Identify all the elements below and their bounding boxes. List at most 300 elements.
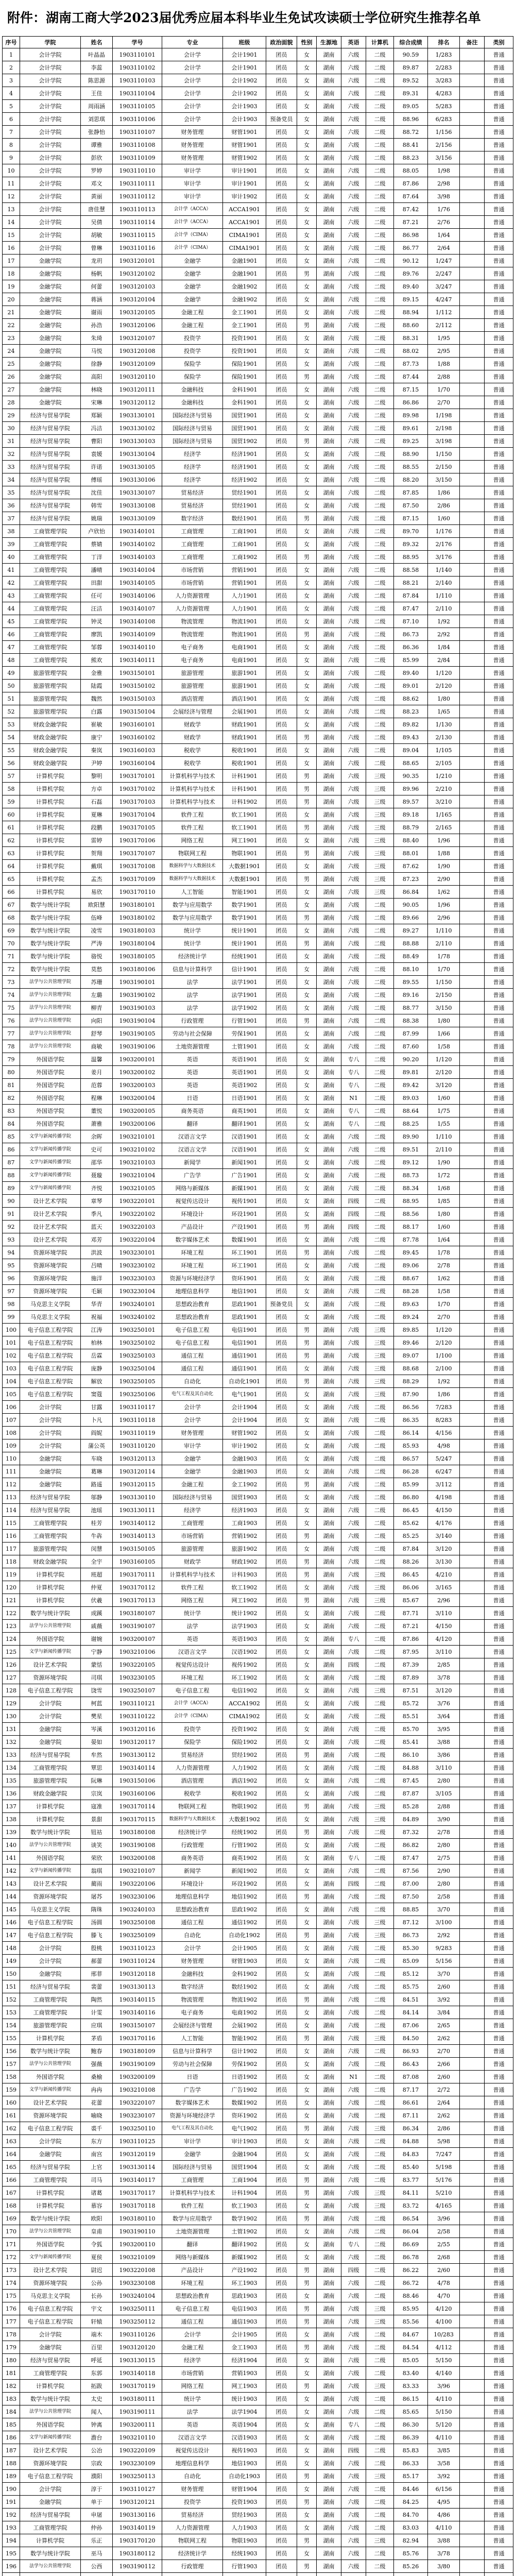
table-cell: 陶然 xyxy=(81,1993,113,2006)
table-cell: 88.85 xyxy=(394,1903,428,1916)
table-cell: 湖南 xyxy=(317,332,341,345)
table-cell: 1903130112 xyxy=(113,1749,162,1761)
table-header-row xyxy=(3,37,513,48)
table-cell: 115 xyxy=(3,1517,20,1530)
table-cell: 文学与新闻传播学院 xyxy=(20,1156,81,1169)
table-cell: 英语1902 xyxy=(223,1079,266,1092)
table-cell: 六级 xyxy=(341,100,366,113)
table-cell: 96 xyxy=(3,1272,20,1285)
table-cell: 白露 xyxy=(81,705,113,718)
table-cell xyxy=(460,1388,485,1401)
table-cell: 89.24 xyxy=(394,1311,428,1324)
table-cell: 郝蕾 xyxy=(81,1955,113,1968)
table-cell: 1/95 xyxy=(428,332,460,345)
table-cell: 袁媛 xyxy=(81,448,113,461)
table-cell: 环境设计 xyxy=(162,1208,223,1221)
table-cell: 会计1904 xyxy=(223,1414,266,1427)
table-cell: 普通 xyxy=(485,795,513,808)
table-cell: 东郭 xyxy=(81,2367,113,2380)
table-cell: 左璐 xyxy=(81,989,113,1002)
table-cell: 88.60 xyxy=(394,319,428,332)
table-cell: 计算机科学与技术 xyxy=(162,783,223,795)
table-cell: 六级 xyxy=(341,2483,366,2496)
table-cell: 湖南 xyxy=(317,1452,341,1465)
table-cell: N1 xyxy=(341,1092,366,1105)
table-cell: 84 xyxy=(3,1117,20,1130)
table-cell: 普通 xyxy=(485,242,513,255)
table-cell: 湖南 xyxy=(317,873,341,886)
table-cell: 人力资源管理 xyxy=(162,1761,223,1774)
table-cell: 六级 xyxy=(341,1813,366,1826)
table-cell: 151 xyxy=(3,1980,20,1993)
table-cell: 89.06 xyxy=(394,1259,428,1272)
table-row xyxy=(3,1401,513,1414)
table-cell: 六级 xyxy=(341,1298,366,1311)
table-cell: 贸经1903 xyxy=(223,2509,266,2521)
table-cell: 湖南 xyxy=(317,963,341,976)
table-row xyxy=(3,306,513,319)
table-cell: 宗岚 xyxy=(81,1787,113,1800)
table-cell: 六级 xyxy=(341,1890,366,1903)
table-cell: 普通 xyxy=(485,705,513,718)
table-cell: 齐悦 xyxy=(81,1182,113,1195)
table-cell: 投资1901 xyxy=(223,345,266,358)
table-cell xyxy=(223,2573,266,2576)
table-cell: 167 xyxy=(3,2187,20,2199)
table-cell: 法学与公共管理学院 xyxy=(20,2560,81,2573)
table-cell: 六级 xyxy=(341,615,366,628)
table-cell: 1903140113 xyxy=(113,1530,162,1543)
table-cell: 87.78 xyxy=(394,1233,428,1246)
table-row xyxy=(3,1414,513,1427)
table-cell: 普通 xyxy=(485,2187,513,2199)
table-cell: 1903220101 xyxy=(113,1195,162,1208)
table-cell: 1903230109 xyxy=(113,2457,162,2470)
table-cell: 计算机学院 xyxy=(20,873,81,886)
table-cell: 环境工程 xyxy=(162,1259,223,1272)
table-cell: 湖南 xyxy=(317,680,341,692)
table-cell: 湖南 xyxy=(317,2444,341,2457)
table-cell: 1903120113 xyxy=(113,1452,162,1465)
table-cell: 二级 xyxy=(366,551,394,564)
table-cell: 普通 xyxy=(485,1646,513,1658)
table-cell xyxy=(460,1568,485,1581)
table-cell: 普通 xyxy=(485,525,513,538)
table-cell: 男 xyxy=(297,873,317,886)
table-cell: 普通 xyxy=(485,2560,513,2573)
table-cell: 普通 xyxy=(485,1092,513,1105)
table-cell: 三级 xyxy=(366,1324,394,1336)
table-cell: 84.14 xyxy=(394,2006,428,2019)
table-cell: 5/210 xyxy=(428,2187,460,2199)
table-cell: 普通 xyxy=(485,2045,513,2058)
table-cell: 六级 xyxy=(341,2457,366,2470)
table-cell xyxy=(460,1349,485,1362)
table-cell: 乐正 xyxy=(81,2534,113,2547)
table-cell: 普通 xyxy=(485,1736,513,1749)
table-cell: 湖南 xyxy=(317,151,341,164)
table-cell: 工商管理学院 xyxy=(20,2174,81,2187)
table-cell: 湖南 xyxy=(317,1349,341,1362)
table-cell: 经济1903 xyxy=(223,1504,266,1517)
table-cell: 二级 xyxy=(366,2367,394,2380)
table-cell: 128 xyxy=(3,1684,20,1697)
table-cell: 三级 xyxy=(366,1581,394,1594)
table-cell: 二级 xyxy=(366,1633,394,1646)
table-cell: 通信工程 xyxy=(162,1916,223,1929)
table-cell: 二级 xyxy=(366,2058,394,2071)
table-cell: 营销1902 xyxy=(223,1530,266,1543)
table-cell: 团员 xyxy=(266,808,297,821)
table-cell: 经济学 xyxy=(162,2354,223,2367)
table-cell: 财政学 xyxy=(162,731,223,744)
table-cell: 1903230107 xyxy=(113,2109,162,2122)
table-cell: 金融学院 xyxy=(20,370,81,383)
table-cell: 六级 xyxy=(341,1414,366,1427)
table-cell xyxy=(460,2328,485,2341)
table-cell: 团员 xyxy=(266,358,297,370)
table-cell: 团员 xyxy=(266,1826,297,1839)
table-cell: 88.34 xyxy=(394,1182,428,1195)
table-cell: 1903110104 xyxy=(113,87,162,100)
table-cell: 二级 xyxy=(366,1130,394,1143)
table-cell: 58 xyxy=(3,783,20,795)
table-cell: 1903210105 xyxy=(113,1182,162,1195)
table-cell: 茅盾 xyxy=(81,2032,113,2045)
table-cell: 1903110115 xyxy=(113,229,162,242)
table-cell: 女 xyxy=(297,1117,317,1130)
table-cell: 电子信息工程学院 xyxy=(20,1349,81,1362)
table-cell: 二级 xyxy=(366,525,394,538)
table-row xyxy=(3,2496,513,2509)
table-row xyxy=(3,1723,513,1736)
table-cell: 英语1901 xyxy=(223,1066,266,1079)
table-cell: 1903170117 xyxy=(113,2187,162,2199)
table-cell: 团员 xyxy=(266,1929,297,1942)
table-cell: 2/90 xyxy=(428,1865,460,1877)
table-row xyxy=(3,1684,513,1697)
table-row xyxy=(3,1465,513,1478)
table-cell: 六级 xyxy=(341,1684,366,1697)
table-cell xyxy=(297,2573,317,2576)
table-cell: 15 xyxy=(3,229,20,242)
table-cell: 二级 xyxy=(366,1774,394,1787)
table-cell: 80 xyxy=(3,1066,20,1079)
table-cell: 旅游管理学院 xyxy=(20,667,81,680)
table-cell: 湖南 xyxy=(317,2225,341,2238)
table-cell: 湖南 xyxy=(317,860,341,873)
table-cell: 37 xyxy=(3,512,20,525)
table-cell: 84.51 xyxy=(394,1993,428,2006)
table-cell: 二级 xyxy=(366,976,394,989)
table-row xyxy=(3,641,513,654)
table-cell: 翻译1901 xyxy=(223,1117,266,1130)
table-cell: 桂芳 xyxy=(81,1517,113,1530)
table-cell: 环设1902 xyxy=(223,1877,266,1890)
table-cell: 男 xyxy=(297,1555,317,1568)
table-cell: 普通 xyxy=(485,1156,513,1169)
table-cell: 智能1901 xyxy=(223,886,266,899)
table-cell: 50 xyxy=(3,680,20,692)
table-cell: 10/283 xyxy=(428,2328,460,2341)
table-cell: 专八 xyxy=(341,2238,366,2251)
table-cell: 女 xyxy=(297,1916,317,1929)
table-cell: 女 xyxy=(297,2393,317,2405)
table-cell: 85.56 xyxy=(394,2315,428,2328)
table-cell: 团员 xyxy=(266,2174,297,2187)
table-cell: 湖南 xyxy=(317,190,341,203)
table-cell: 87.60 xyxy=(394,1040,428,1053)
table-cell: 62 xyxy=(3,834,20,847)
table-cell: 六级 xyxy=(341,512,366,525)
table-cell: 团员 xyxy=(266,293,297,306)
table-cell: 女 xyxy=(297,1942,317,1955)
table-cell: 普通 xyxy=(485,667,513,680)
table-cell: 法学 xyxy=(162,989,223,1002)
table-cell: 1/90 xyxy=(428,1156,460,1169)
table-cell: 普通 xyxy=(485,87,513,100)
table-cell xyxy=(460,718,485,731)
table-cell: 7 xyxy=(3,126,20,139)
table-cell: 113 xyxy=(3,1491,20,1504)
table-row xyxy=(3,126,513,139)
table-cell: 湖南 xyxy=(317,1581,341,1594)
table-cell: 经统1902 xyxy=(223,1826,266,1839)
table-cell: 普通 xyxy=(485,731,513,744)
table-cell: 二级 xyxy=(366,113,394,126)
table-cell: 普通 xyxy=(485,2161,513,2174)
table-cell xyxy=(460,2521,485,2534)
table-cell: 旅游1901 xyxy=(223,680,266,692)
table-cell: 89.70 xyxy=(394,525,428,538)
table-cell: 1903110108 xyxy=(113,139,162,151)
table-cell: 预备党员 xyxy=(266,1298,297,1311)
table-cell: 60 xyxy=(3,808,20,821)
table-row xyxy=(3,2187,513,2199)
table-cell: 湖南 xyxy=(317,370,341,383)
table-row xyxy=(3,1324,513,1336)
table-cell: 湖南 xyxy=(317,1130,341,1143)
table-cell: 湖南 xyxy=(317,1555,341,1568)
table-cell: 普通 xyxy=(485,1723,513,1736)
table-cell: 女 xyxy=(297,1787,317,1800)
table-cell: 行管1903 xyxy=(223,2560,266,2573)
table-cell: 144 xyxy=(3,1890,20,1903)
table-cell: ACCA1901 xyxy=(223,216,266,229)
table-cell: 湖南 xyxy=(317,2328,341,2341)
table-cell: 六级 xyxy=(341,1736,366,1749)
table-cell: 普通 xyxy=(485,1555,513,1568)
table-cell: 86.72 xyxy=(394,2277,428,2290)
table-cell: 湖南 xyxy=(317,1375,341,1388)
table-cell: 团员 xyxy=(266,1079,297,1092)
table-cell: 1903190112 xyxy=(113,2560,162,2573)
table-cell: 66 xyxy=(3,886,20,899)
table-cell: 普通 xyxy=(485,1079,513,1092)
table-cell: 计科1902 xyxy=(223,795,266,808)
table-cell: 男 xyxy=(297,783,317,795)
table-cell xyxy=(460,1182,485,1195)
table-cell: 金融1903 xyxy=(223,1465,266,1478)
table-cell: 普通 xyxy=(485,1993,513,2006)
table-row xyxy=(3,1813,513,1826)
table-cell: 85.93 xyxy=(394,1439,428,1452)
table-cell: 85.95 xyxy=(394,2302,428,2315)
table-cell: 工商管理学院 xyxy=(20,1517,81,1530)
table-cell: 89.76 xyxy=(394,267,428,280)
table-cell xyxy=(460,1787,485,1800)
table-cell: 湖南 xyxy=(317,1014,341,1027)
table-cell: 团员 xyxy=(266,1955,297,1968)
table-cell: 二级 xyxy=(366,1053,394,1066)
table-cell: 六级 xyxy=(341,1839,366,1852)
table-cell: 团员 xyxy=(266,1684,297,1697)
table-cell xyxy=(460,1658,485,1671)
table-cell: 物流管理 xyxy=(162,615,223,628)
table-cell: 二级 xyxy=(366,1272,394,1285)
table-cell: 女 xyxy=(297,1259,317,1272)
table-cell: 新媒1901 xyxy=(223,1182,266,1195)
table-cell: 六级 xyxy=(341,1865,366,1877)
table-cell: 87 xyxy=(3,1156,20,1169)
table-cell: 黎明 xyxy=(81,770,113,783)
table-cell: 团员 xyxy=(266,705,297,718)
table-cell: 凌雪 xyxy=(81,924,113,937)
table-cell: 二级 xyxy=(366,1620,394,1633)
table-cell: 87.86 xyxy=(394,177,428,190)
table-row xyxy=(3,886,513,899)
table-cell: 戚薇 xyxy=(81,1620,113,1633)
table-cell xyxy=(460,1710,485,1723)
table-cell: 1903250113 xyxy=(113,2470,162,2483)
table-cell: 男 xyxy=(297,2341,317,2354)
table-cell: 1/110 xyxy=(428,1130,460,1143)
table-cell: 团员 xyxy=(266,2328,297,2341)
table-cell: 女 xyxy=(297,1092,317,1105)
table-cell: 四级 xyxy=(341,1221,366,1233)
table-cell: 投资学 xyxy=(162,332,223,345)
table-cell: 普通 xyxy=(485,293,513,306)
table-cell: 团员 xyxy=(266,319,297,332)
table-cell: 59 xyxy=(3,795,20,808)
table-cell: 二级 xyxy=(366,2148,394,2161)
table-cell: 普通 xyxy=(485,2019,513,2032)
table-row xyxy=(3,1439,513,1452)
table-cell: 劳动与社会保障 xyxy=(162,1027,223,1040)
table-cell: 团员 xyxy=(266,422,297,435)
table-cell: 2/66 xyxy=(428,2058,460,2071)
table-cell xyxy=(460,1401,485,1414)
table-row xyxy=(3,1169,513,1182)
table-row xyxy=(3,538,513,551)
table-cell: 二级 xyxy=(366,177,394,190)
table-cell: 1903250104 xyxy=(113,1362,162,1375)
table-cell: 二级 xyxy=(366,2045,394,2058)
table-cell: 女 xyxy=(297,680,317,692)
table-cell: 普通 xyxy=(485,1414,513,1427)
table-cell: 168 xyxy=(3,2199,20,2212)
table-cell: 劳保1901 xyxy=(223,1027,266,1040)
table-cell: 普通 xyxy=(485,1491,513,1504)
table-cell: 团员 xyxy=(266,2148,297,2161)
table-cell: 普通 xyxy=(485,2083,513,2096)
table-cell: 信息与计算科学 xyxy=(162,2045,223,2058)
table-cell: 2/120 xyxy=(428,680,460,692)
table-cell: 89.40 xyxy=(394,667,428,680)
table-cell: 1903210103 xyxy=(113,1156,162,1169)
table-row xyxy=(3,1761,513,1774)
table-cell: 湖南 xyxy=(317,345,341,358)
table-cell: 196 xyxy=(3,2560,20,2573)
table-cell: 147 xyxy=(3,1929,20,1942)
table-cell: 六级 xyxy=(341,1130,366,1143)
table-cell: 团员 xyxy=(266,512,297,525)
table-cell: 二级 xyxy=(366,1259,394,1272)
table-cell: 1903170102 xyxy=(113,783,162,795)
table-cell: 女 xyxy=(297,1581,317,1594)
table-cell: 湖南 xyxy=(317,2032,341,2045)
table-cell: 三级 xyxy=(366,886,394,899)
table-cell: 95 xyxy=(3,1259,20,1272)
table-cell: 金融科技 xyxy=(162,383,223,396)
table-cell: 普通 xyxy=(485,1336,513,1349)
table-cell: 团员 xyxy=(266,1877,297,1890)
table-cell: 二级 xyxy=(366,358,394,370)
table-row xyxy=(3,139,513,151)
table-cell: 2/70 xyxy=(428,1311,460,1324)
table-cell: 英语 xyxy=(162,1053,223,1066)
table-cell: 普通 xyxy=(485,2302,513,2315)
table-cell: 网络工程 xyxy=(162,834,223,847)
table-cell: 会计学院 xyxy=(20,1439,81,1452)
table-cell: 男 xyxy=(297,937,317,950)
table-cell: 濮阳 xyxy=(81,2470,113,2483)
table-cell: 91 xyxy=(3,1208,20,1221)
table-cell: 四级 xyxy=(341,2444,366,2457)
table-cell: 3 xyxy=(3,74,20,87)
table-cell: 商英1902 xyxy=(223,1852,266,1865)
table-cell: 二级 xyxy=(366,1723,394,1736)
table-cell: 1903110106 xyxy=(113,113,162,126)
table-cell: 会计学 xyxy=(162,113,223,126)
table-cell: 湖南 xyxy=(317,1684,341,1697)
table-cell: 89.51 xyxy=(394,1143,428,1156)
table-cell: 二级 xyxy=(366,383,394,396)
table-cell: 工商管理学院 xyxy=(20,2521,81,2534)
table-cell: 男 xyxy=(297,821,317,834)
table-cell: 团员 xyxy=(266,615,297,628)
table-cell: 1903120107 xyxy=(113,332,162,345)
table-row xyxy=(3,1130,513,1143)
table-row xyxy=(3,358,513,370)
table-cell: 二级 xyxy=(366,731,394,744)
table-cell: 六级 xyxy=(341,1749,366,1761)
table-cell: 22 xyxy=(3,319,20,332)
table-cell: 团员 xyxy=(266,267,297,280)
table-cell xyxy=(460,886,485,899)
table-cell: 77 xyxy=(3,1027,20,1040)
table-cell xyxy=(460,1980,485,1993)
table-row xyxy=(3,1658,513,1671)
table-cell: 湖南 xyxy=(317,564,341,577)
table-cell: 132 xyxy=(3,1736,20,1749)
table-cell: 三级 xyxy=(366,795,394,808)
table-cell: 人力1901 xyxy=(223,602,266,615)
table-row xyxy=(3,255,513,267)
table-cell: 1903200106 xyxy=(113,1117,162,1130)
table-cell: 湖南 xyxy=(317,1401,341,1414)
table-cell: 普通 xyxy=(485,319,513,332)
